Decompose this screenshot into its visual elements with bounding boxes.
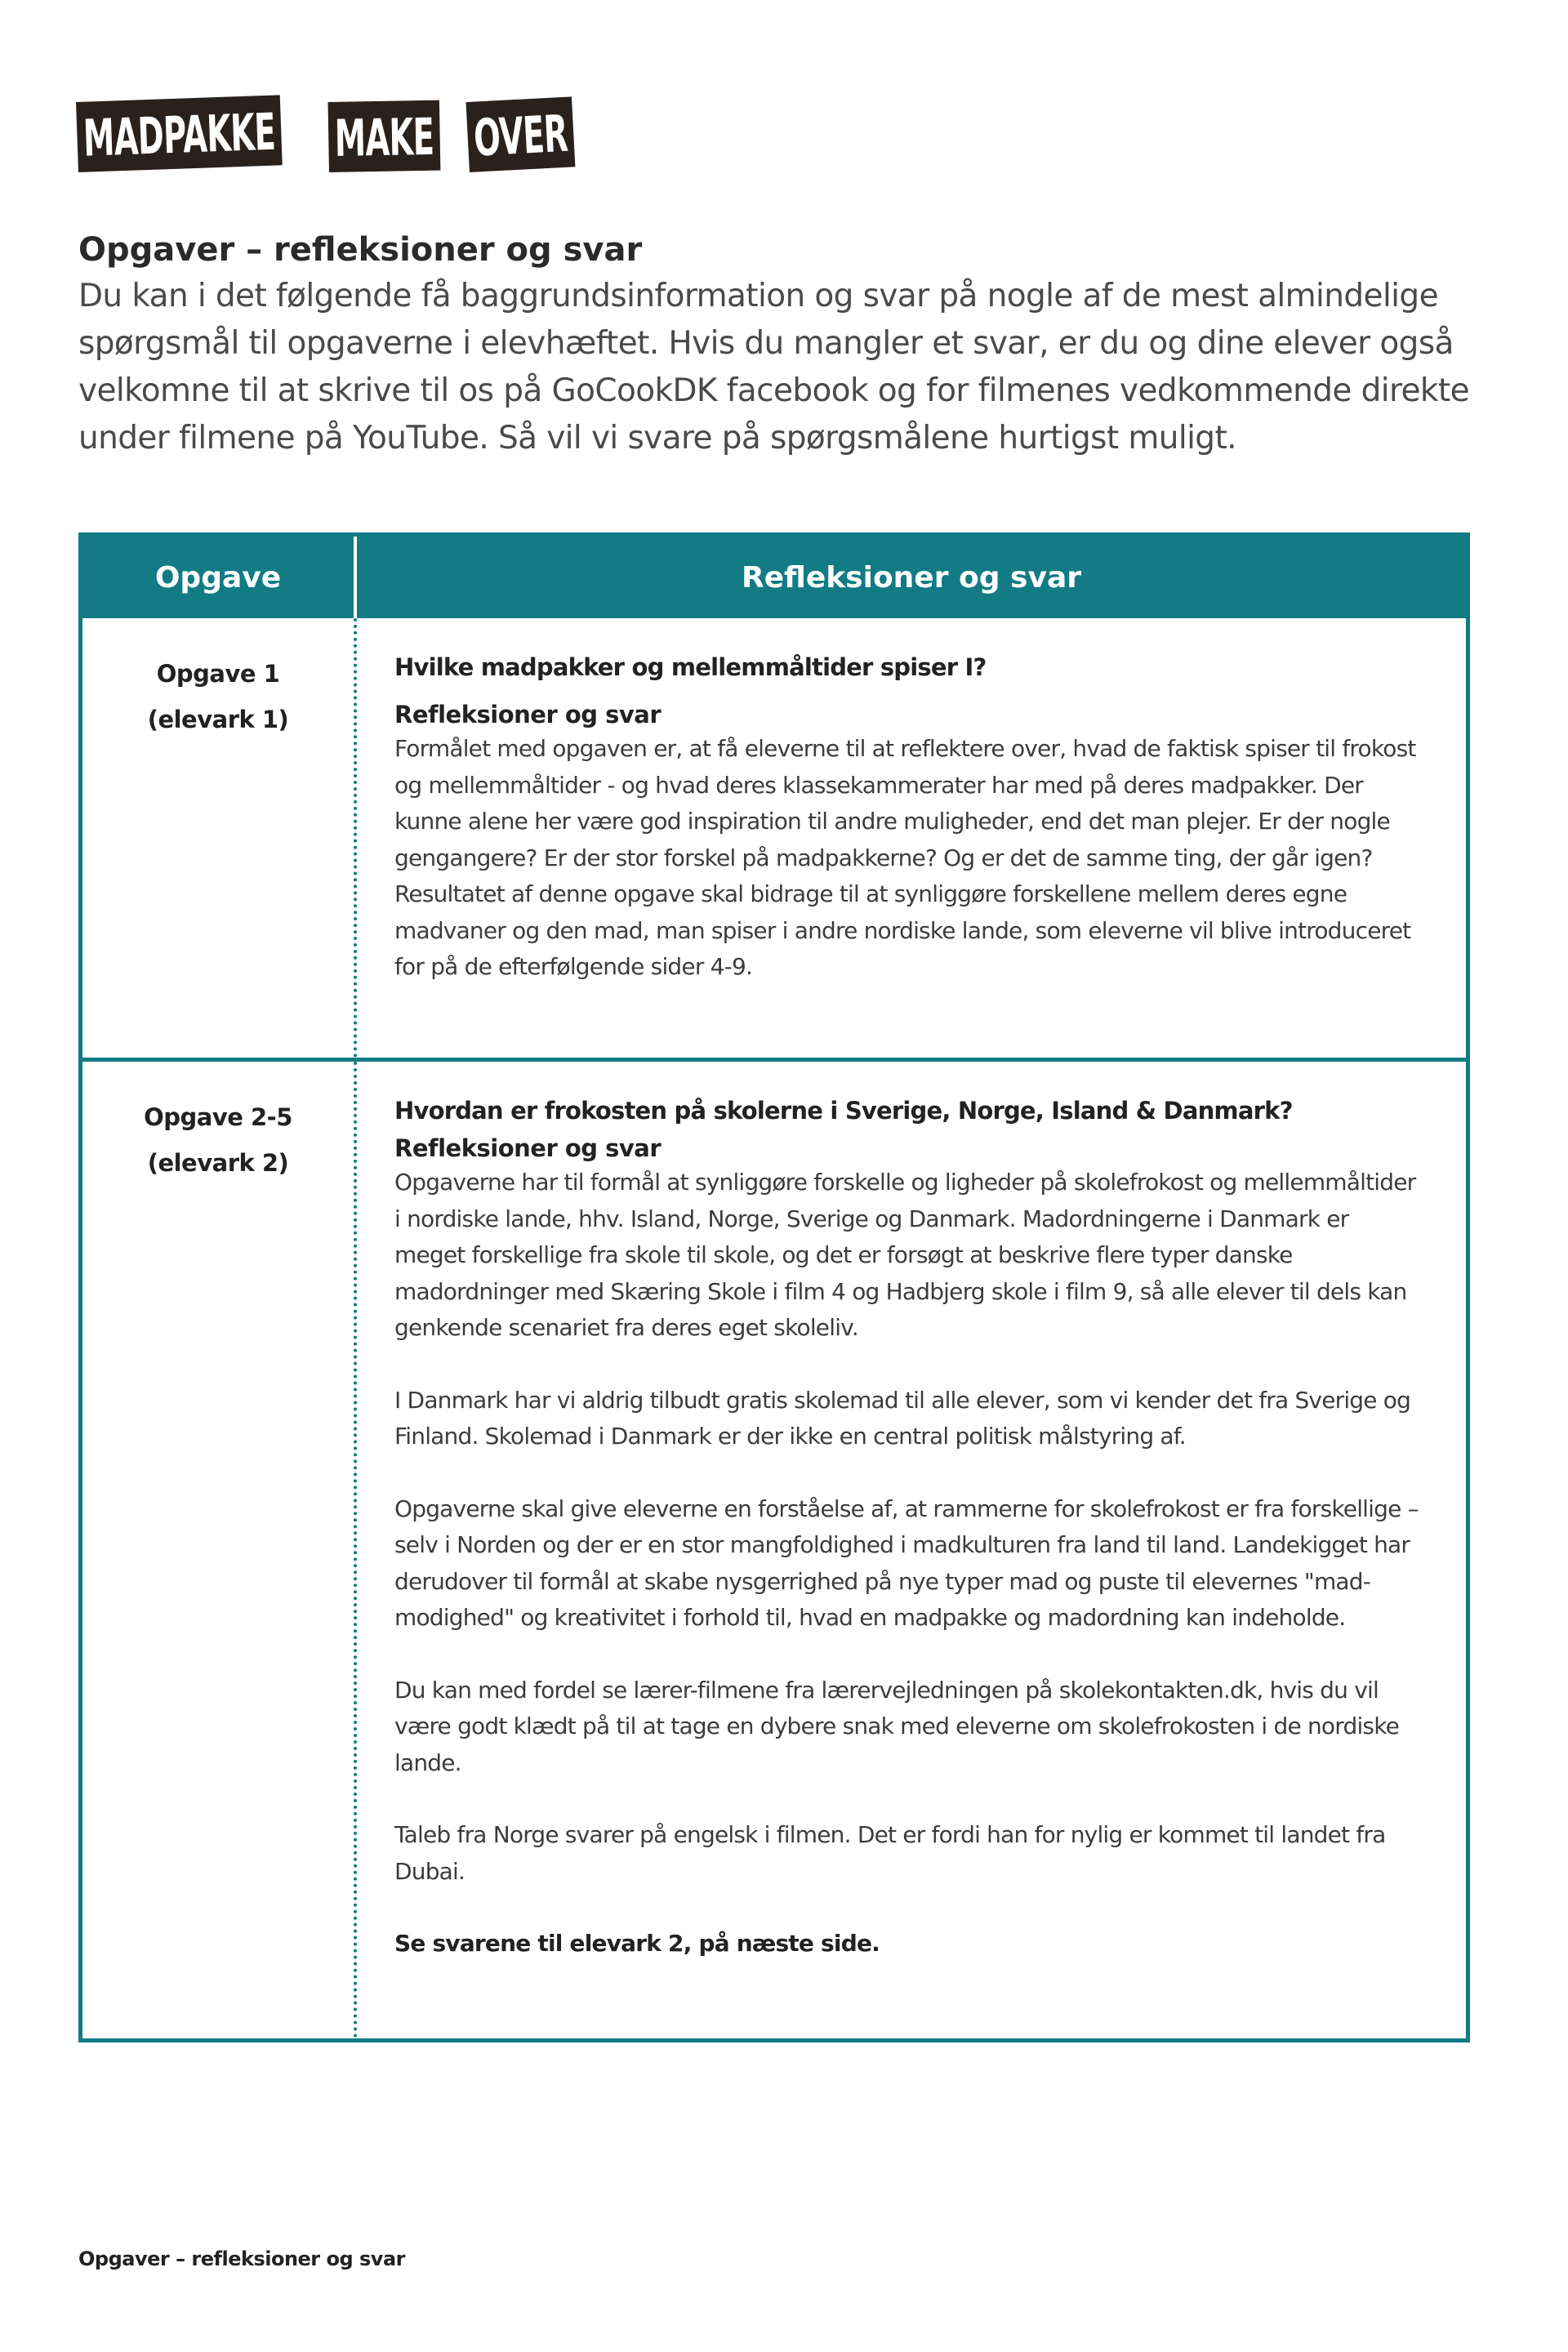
subheading: Refleksioner og svar: [394, 1134, 662, 1162]
task-sheet: (elevark 1): [147, 706, 289, 733]
logo-word-madpakke: MADPAKKE: [76, 95, 283, 172]
paragraph-gap: [394, 1781, 1423, 1817]
task-sheet: (elevark 2): [147, 1149, 289, 1177]
question: Hvilke madpakker og mellemmåltider spiser I?: [394, 653, 987, 681]
paragraph-gap: [394, 1637, 1423, 1673]
table-row: [82, 1058, 1466, 2038]
closing-note: Se svarene til elevark 2, på næste side.: [394, 1930, 880, 1957]
intro-paragraph: Du kan i det følgende få baggrundsinformation og svar på nogle af de mest almindelige spørgsmål til opgaverne i elevhæftet. Hvis du mangler et svar, er du og dine elever også velkomne til at skrive til os på GoCookDK facebook og for filmenes vedkommende direkte under filmene på YouTube. Så vil vi svare på spørgsmålene hurtigst muligt.: [78, 278, 1470, 457]
intro-section: [78, 229, 1499, 462]
task-cell: [82, 618, 357, 1058]
task-label: Opgave 1: [156, 660, 280, 688]
answer-paragraph: Du kan med fordel se lærer-filmene fra lærervejledningen på skolekontakten.dk, hvis du vil være godt klædt på til at tage en dybere snak med eleverne om skolefrokosten i de nordiske lande.: [394, 1676, 1400, 1776]
answer-cell: [357, 1062, 1466, 2038]
table-header: [82, 537, 1466, 618]
madpakke-make-over-logo: [78, 102, 641, 172]
task-label: Opgave 2-5: [144, 1103, 292, 1131]
subheading: Refleksioner og svar: [394, 701, 662, 728]
answer-paragraph: I Danmark har vi aldrig tilbudt gratis skolemad til alle elever, som vi kender det fra Sverige og Finland. Skolemad i Danmark er der ikke en central politisk målstyring af.: [394, 1386, 1411, 1450]
logo-word-make: MAKE: [328, 100, 441, 172]
answer-paragraph: Formålet med opgaven er, at få eleverne til at reflektere over, hvad de faktisk spiser til frokost og mellemmåltider - og hvad deres klassekammerater har med på deres madpakker. Der kunne alene her være god inspiration til andre muligheder, end det man plejer. Er der nogle gengangere? Er der stor forskel på madpakkerne? Og er det de samme ting, der går igen?: [394, 735, 1416, 871]
logo-word-over: OVER: [466, 96, 576, 172]
answer-paragraph: Opgaverne skal give eleverne en forståelse af, at rammerne for skolefrokost er fra forskellige – selv i Norden og der er en stor mangfoldighed i madkulturen fra land til land. Landekigget har derudover til formål at skabe nysgerrighed på nye typer mad og puste til elevernes "mad-modighed" og kreativitet i forhold til, hvad en madpakke og madordning kan indeholde.: [394, 1494, 1419, 1631]
paragraph-gap: [394, 1347, 1423, 1383]
paragraph-gap: [394, 1455, 1423, 1491]
header-task: Opgave: [82, 537, 357, 618]
answer-paragraph: Opgaverne har til formål at synliggøre forskelle og ligheder på skolefrokost og mellemmåltider i nordiske lande, hhv. Island, Norge, Sverige og Danmark. Madordningerne i Danmark er meget forskellige fra skole til skole, og det er forsøgt at beskrive flere typer danske madordninger med Skæring Skole i film 4 og Hadbjerg skole i film 9, så alle elever til dels kan genkende scenariet fra deres eget skoleliv.: [394, 1169, 1416, 1341]
page-footer: Opgaver – refleksioner og svar: [78, 2247, 405, 2270]
header-answer: Refleksioner og svar: [742, 560, 1081, 595]
answers-table: [78, 532, 1470, 2042]
answer-paragraph: Resultatet af denne opgave skal bidrage til at synliggøre forskellene mellem deres egne madvaner og den mad, man spiser i andre nordiske lande, som eleverne vil blive introduceret for på de efterfølgende sider 4-9.: [394, 880, 1411, 980]
task-cell: [82, 1062, 357, 2038]
paragraph-gap: [394, 1890, 1423, 1926]
table-row: [82, 618, 1466, 1058]
answer-paragraph: Taleb fra Norge svarer på engelsk i filmen. Det er fordi han for nylig er kommet til landet fra Dubai.: [394, 1821, 1386, 1885]
page-title: Opgaver – refleksioner og svar: [78, 231, 643, 269]
question: Hvordan er frokosten på skolerne i Sverige, Norge, Island & Danmark?: [394, 1097, 1293, 1125]
answer-cell: [357, 618, 1466, 1058]
